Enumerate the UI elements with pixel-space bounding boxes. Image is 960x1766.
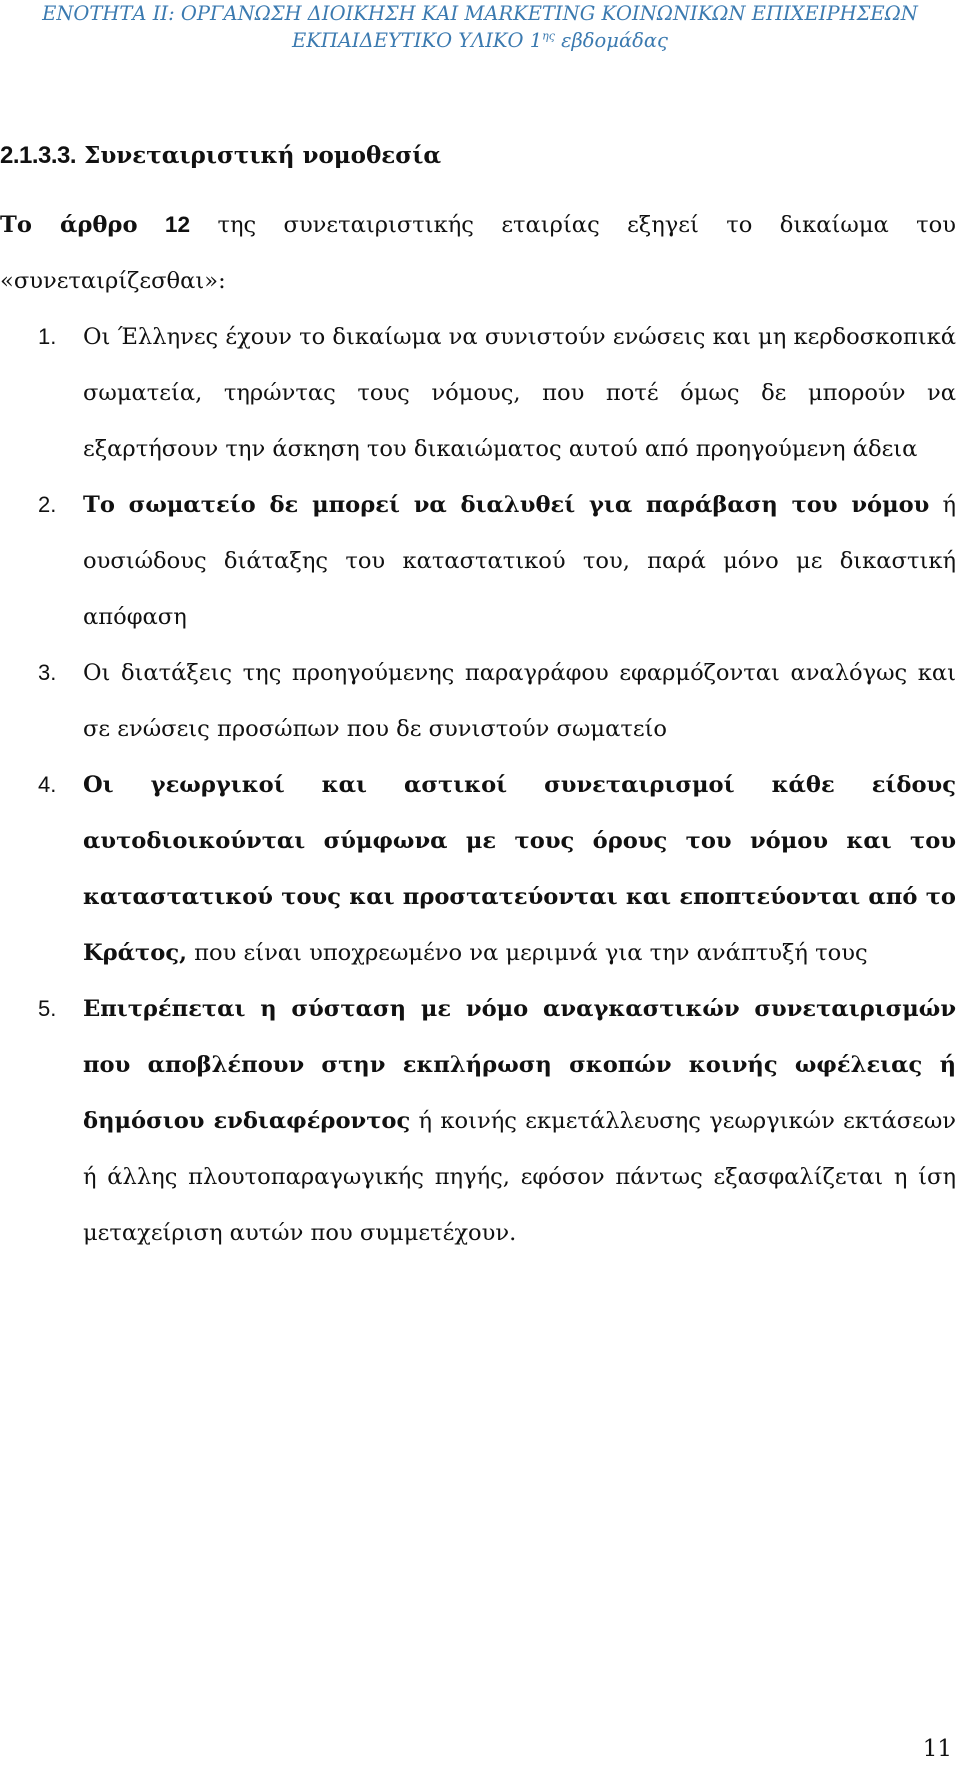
- page-number: 11: [922, 1736, 952, 1762]
- list-item: [0, 477, 956, 645]
- list-item: [0, 981, 956, 1261]
- intro-article-number: 12: [164, 212, 191, 237]
- list-item-number: 5.: [38, 996, 57, 1021]
- list-item-text: ή κοινής εκμετάλλευσης γεωργικών εκτάσεων ή άλλης πλουτοπαραγωγικής πηγής, εφόσον πάντως εξασφαλίζεται η ίση μεταχείριση αυτών που συμμετέχουν.: [83, 1108, 956, 1246]
- list-item-number: 1.: [38, 324, 57, 349]
- header-line-2: [0, 27, 960, 54]
- intro-paragraph: [0, 197, 956, 309]
- section-title: Συνεταιριστική νομοθεσία: [76, 142, 442, 169]
- intro-article-label: Το άρθρο: [0, 212, 138, 238]
- list-item: [0, 309, 956, 477]
- section-heading: [0, 140, 441, 172]
- section-number: 2.1.3.3.: [0, 142, 77, 169]
- header-week-label: εβδομάδας: [554, 29, 668, 52]
- header-material-label: ΕΚΠΑΙΔΕΥΤΙΚΟ ΥΛΙΚΟ 1: [292, 29, 543, 52]
- list-item: [0, 645, 956, 757]
- list-item: [0, 757, 956, 981]
- list-item-bold-text: Οι γεωργικοί και αστικοί συνεταιρισμοί κάθε είδους αυτοδιοικούνται σύμφωνα με τους όρους του νόμου και του καταστατικού τους και προστατεύονται και εποπτεύονται από το Κράτος,: [83, 772, 956, 966]
- list-item-bold-text: Το σωματείο δε μπορεί να διαλυθεί για παράβαση του νόμου: [83, 492, 930, 518]
- intro-text: της συνεταιριστικής εταιρίας εξηγεί το δικαίωμα του «συνεταιρίζεσθαι»:: [0, 212, 956, 294]
- header-ordinal-suffix: ης: [542, 29, 555, 43]
- header-line-1: ΕΝΟΤΗΤΑ ΙΙ: ΟΡΓΑΝΩΣΗ ΔΙΟΙΚΗΣΗ ΚΑΙ MARKETING ΚΟΙΝΩΝΙΚΩΝ ΕΠΙΧΕΙΡΗΣΕΩΝ: [42, 2, 918, 25]
- list-item-text: Οι Έλληνες έχουν το δικαίωμα να συνιστούν ενώσεις και μη κερδοσκοπικά σωματεία, τηρώντας τους νόμους, που ποτέ όμως δε μπορούν να εξαρτήσουν την άσκηση του δικαιώματος αυτού από προηγούμενη άδεια: [83, 324, 956, 462]
- list-item-text: ή ουσιώδους διάταξης του καταστατικού του, παρά μόνο με δικαστική απόφαση: [83, 492, 956, 630]
- list-item-number: 4.: [38, 772, 57, 797]
- running-header: [0, 0, 960, 54]
- list-item-number: 3.: [38, 660, 57, 685]
- list-item-bold-text: Επιτρέπεται η σύσταση με νόμο αναγκαστικών συνεταιρισμών που αποβλέπουν στην εκπλήρωση σκοπών κοινής ωφέλειας ή δημόσιου ενδιαφέροντος: [83, 996, 956, 1134]
- list-item-number: 2.: [38, 492, 57, 517]
- list-item-text: Οι διατάξεις της προηγούμενης παραγράφου εφαρμόζονται αναλόγως και σε ενώσεις προσώπων που δε συνιστούν σωματείο: [83, 660, 956, 742]
- list-item-text: που είναι υποχρεωμένο να μεριμνά για την ανάπτυξή τους: [186, 940, 868, 966]
- article-list: [0, 309, 956, 1261]
